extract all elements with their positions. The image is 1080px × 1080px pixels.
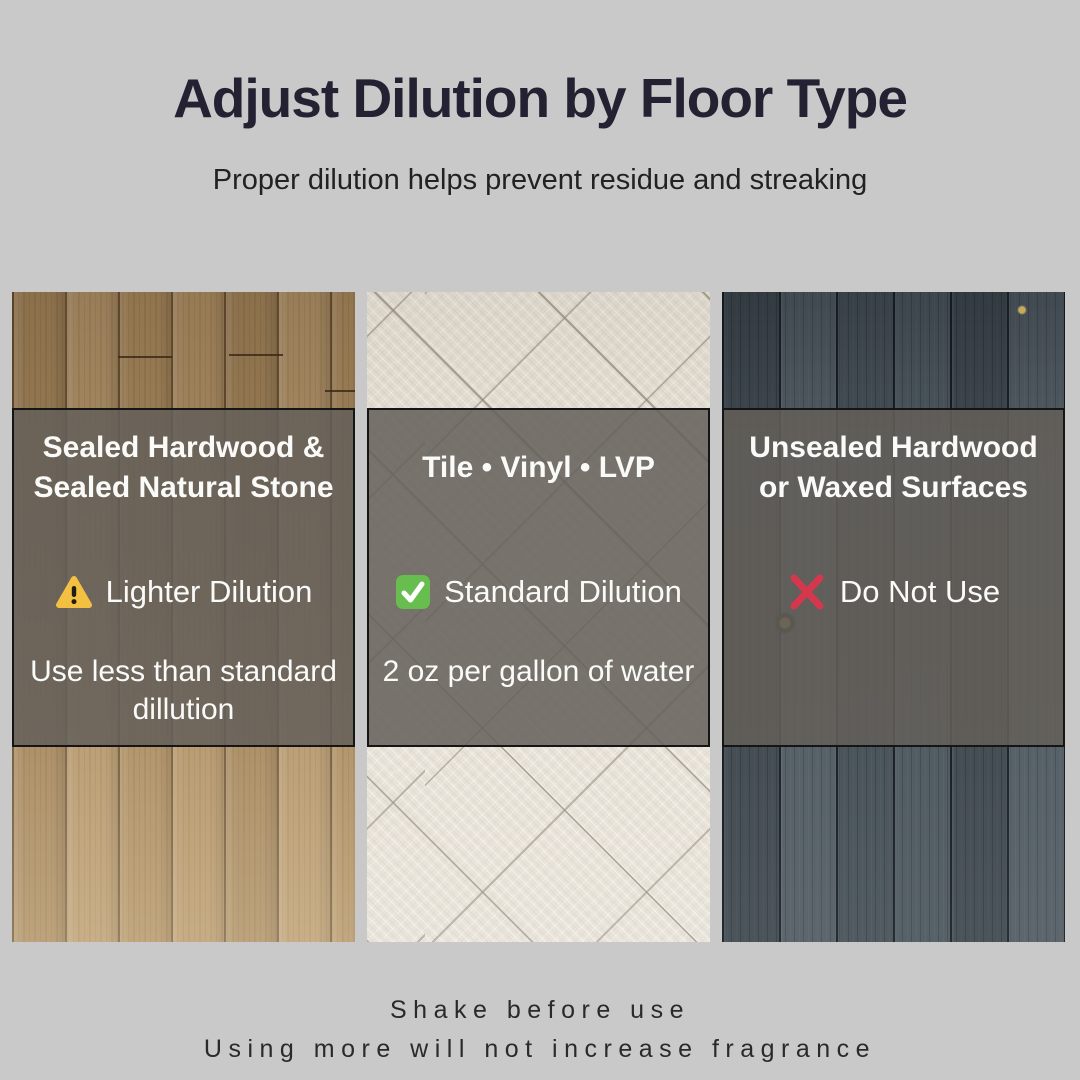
heading-line: or Waxed Surfaces (759, 471, 1028, 504)
heading-line: Unsealed Hardwood (749, 431, 1038, 464)
green-check-icon (395, 574, 431, 610)
panel-sealed-hardwood (12, 292, 355, 942)
page-title: Adjust Dilution by Floor Type (173, 67, 907, 129)
tile-vinyl-overlay (367, 408, 710, 747)
dilution-status-label: Standard Dilution (444, 574, 682, 609)
panel-tile-vinyl-lvp (367, 292, 710, 942)
panel-unsealed-hardwood (722, 292, 1065, 942)
note-line: 2 oz per gallon of water (382, 655, 695, 688)
dilution-status-label: Do Not Use (839, 574, 1001, 609)
dilution-note (14, 653, 353, 729)
dilution-status-row (369, 570, 708, 614)
page-subtitle: Proper dilution helps prevent residue and streaking (212, 164, 868, 196)
dilution-status-row (724, 570, 1063, 614)
unsealed-hardwood-overlay (722, 408, 1065, 747)
sealed-hardwood-overlay (12, 408, 355, 747)
note-line: Use less than standard (30, 655, 337, 688)
red-x-icon (787, 573, 827, 611)
floor-type-heading (18, 424, 349, 512)
footnote-line-fragrance: Using more will not increase fragrance (203, 1035, 877, 1063)
heading-line: Sealed Hardwood & (42, 431, 325, 464)
dilution-status-label: Lighter Dilution (105, 574, 313, 609)
footnote-line-shake: Shake before use (390, 996, 690, 1024)
dilution-note (369, 653, 708, 691)
note-line: dillution (132, 693, 235, 726)
floor-type-heading (373, 424, 704, 512)
usage-footnote (0, 991, 1080, 1069)
heading-line: Tile • Vinyl • LVP (422, 451, 655, 484)
floor-type-heading (728, 424, 1059, 512)
warning-triangle-icon (55, 575, 93, 609)
heading-line: Sealed Natural Stone (33, 471, 334, 504)
dilution-status-row (14, 570, 353, 614)
